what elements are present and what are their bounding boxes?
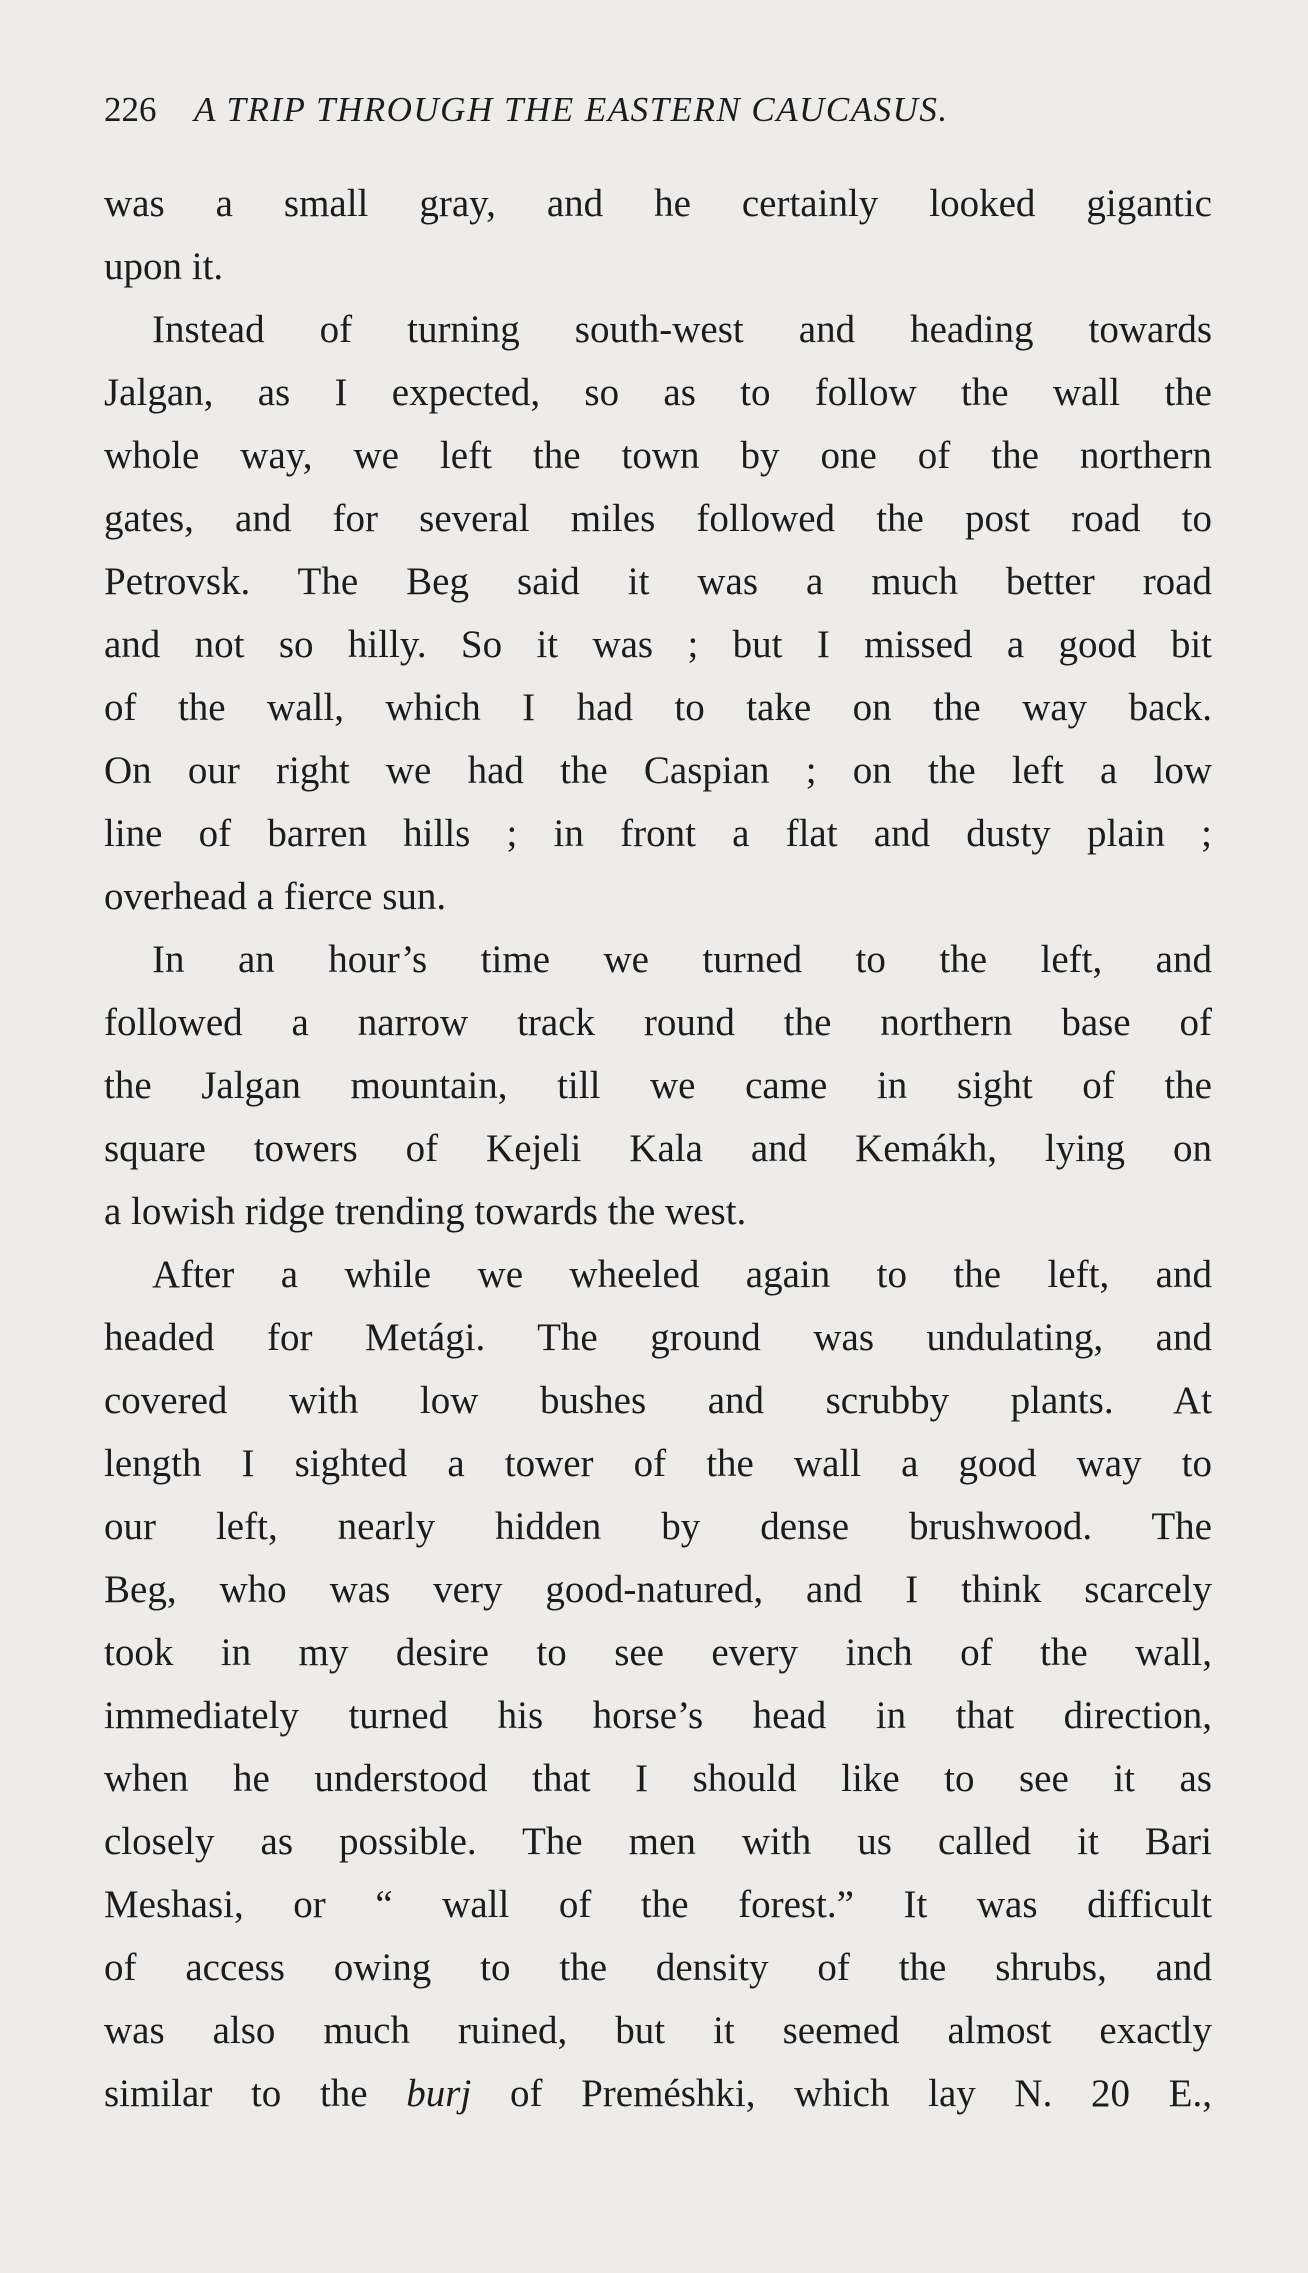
text-line: Jalgan, as I expected, so as to follow the wall the <box>104 371 1212 414</box>
text-line: Beg, who was very good-natured, and I think scarcely <box>104 1568 1212 1611</box>
text-line: whole way, we left the town by one of the northern <box>104 434 1212 477</box>
body-text <box>104 172 1212 2125</box>
text-line: Meshasi, or “ wall of the forest.” It was difficult <box>104 1883 1212 1926</box>
text-line: of access owing to the density of the shrubs, and <box>104 1946 1212 1989</box>
text-line: Instead of turning south-west and heading towards <box>152 308 1212 351</box>
text-line: a lowish ridge trending towards the west. <box>104 1190 747 1233</box>
final-line-end: of Preméshki, which lay N. 20 E., <box>471 2072 1212 2115</box>
italic-word: burj <box>406 2072 472 2115</box>
text-line: gates, and for several miles followed the post road to <box>104 497 1212 540</box>
text-line: of the wall, which I had to take on the way back. <box>104 686 1212 729</box>
text-line: covered with low bushes and scrubby plants. At <box>104 1379 1212 1422</box>
text-line: After a while we wheeled again to the left, and <box>152 1253 1212 1296</box>
text-line: our left, nearly hidden by dense brushwood. The <box>104 1505 1212 1548</box>
text-line: closely as possible. The men with us called it Bari <box>104 1820 1212 1863</box>
text-line: took in my desire to see every inch of the wall, <box>104 1631 1212 1674</box>
text-line: was also much ruined, but it seemed almost exactly <box>104 2009 1212 2052</box>
text-line: immediately turned his horse’s head in that direction, <box>104 1694 1212 1737</box>
text-line: and not so hilly. So it was ; but I missed a good bit <box>104 623 1212 666</box>
text-line: length I sighted a tower of the wall a good way to <box>104 1442 1212 1485</box>
text-line: when he understood that I should like to see it as <box>104 1757 1212 1800</box>
text-line: On our right we had the Caspian ; on the left a low <box>104 749 1212 792</box>
text-line: overhead a fierce sun. <box>104 875 447 918</box>
text-line: the Jalgan mountain, till we came in sight of the <box>104 1064 1212 1107</box>
text-line: line of barren hills ; in front a flat and dusty plain ; <box>104 812 1212 855</box>
text-line: followed a narrow track round the northern base of <box>104 1001 1212 1044</box>
running-title: A TRIP THROUGH THE EASTERN CAUCASUS. <box>194 90 949 129</box>
text-line: headed for Metági. The ground was undulating, and <box>104 1316 1212 1359</box>
text-line: In an hour’s time we turned to the left, and <box>152 938 1212 981</box>
page-number: 226 <box>104 90 157 129</box>
text-line: square towers of Kejeli Kala and Kemákh, lying on <box>104 1127 1212 1170</box>
text-line: upon it. <box>104 245 224 288</box>
text-line-final <box>104 2062 1212 2125</box>
text-line: Petrovsk. The Beg said it was a much better road <box>104 560 1212 603</box>
text-line: was a small gray, and he certainly looked gigantic <box>104 182 1212 225</box>
final-line-start: similar to the <box>104 2072 407 2115</box>
running-head <box>104 88 1212 132</box>
